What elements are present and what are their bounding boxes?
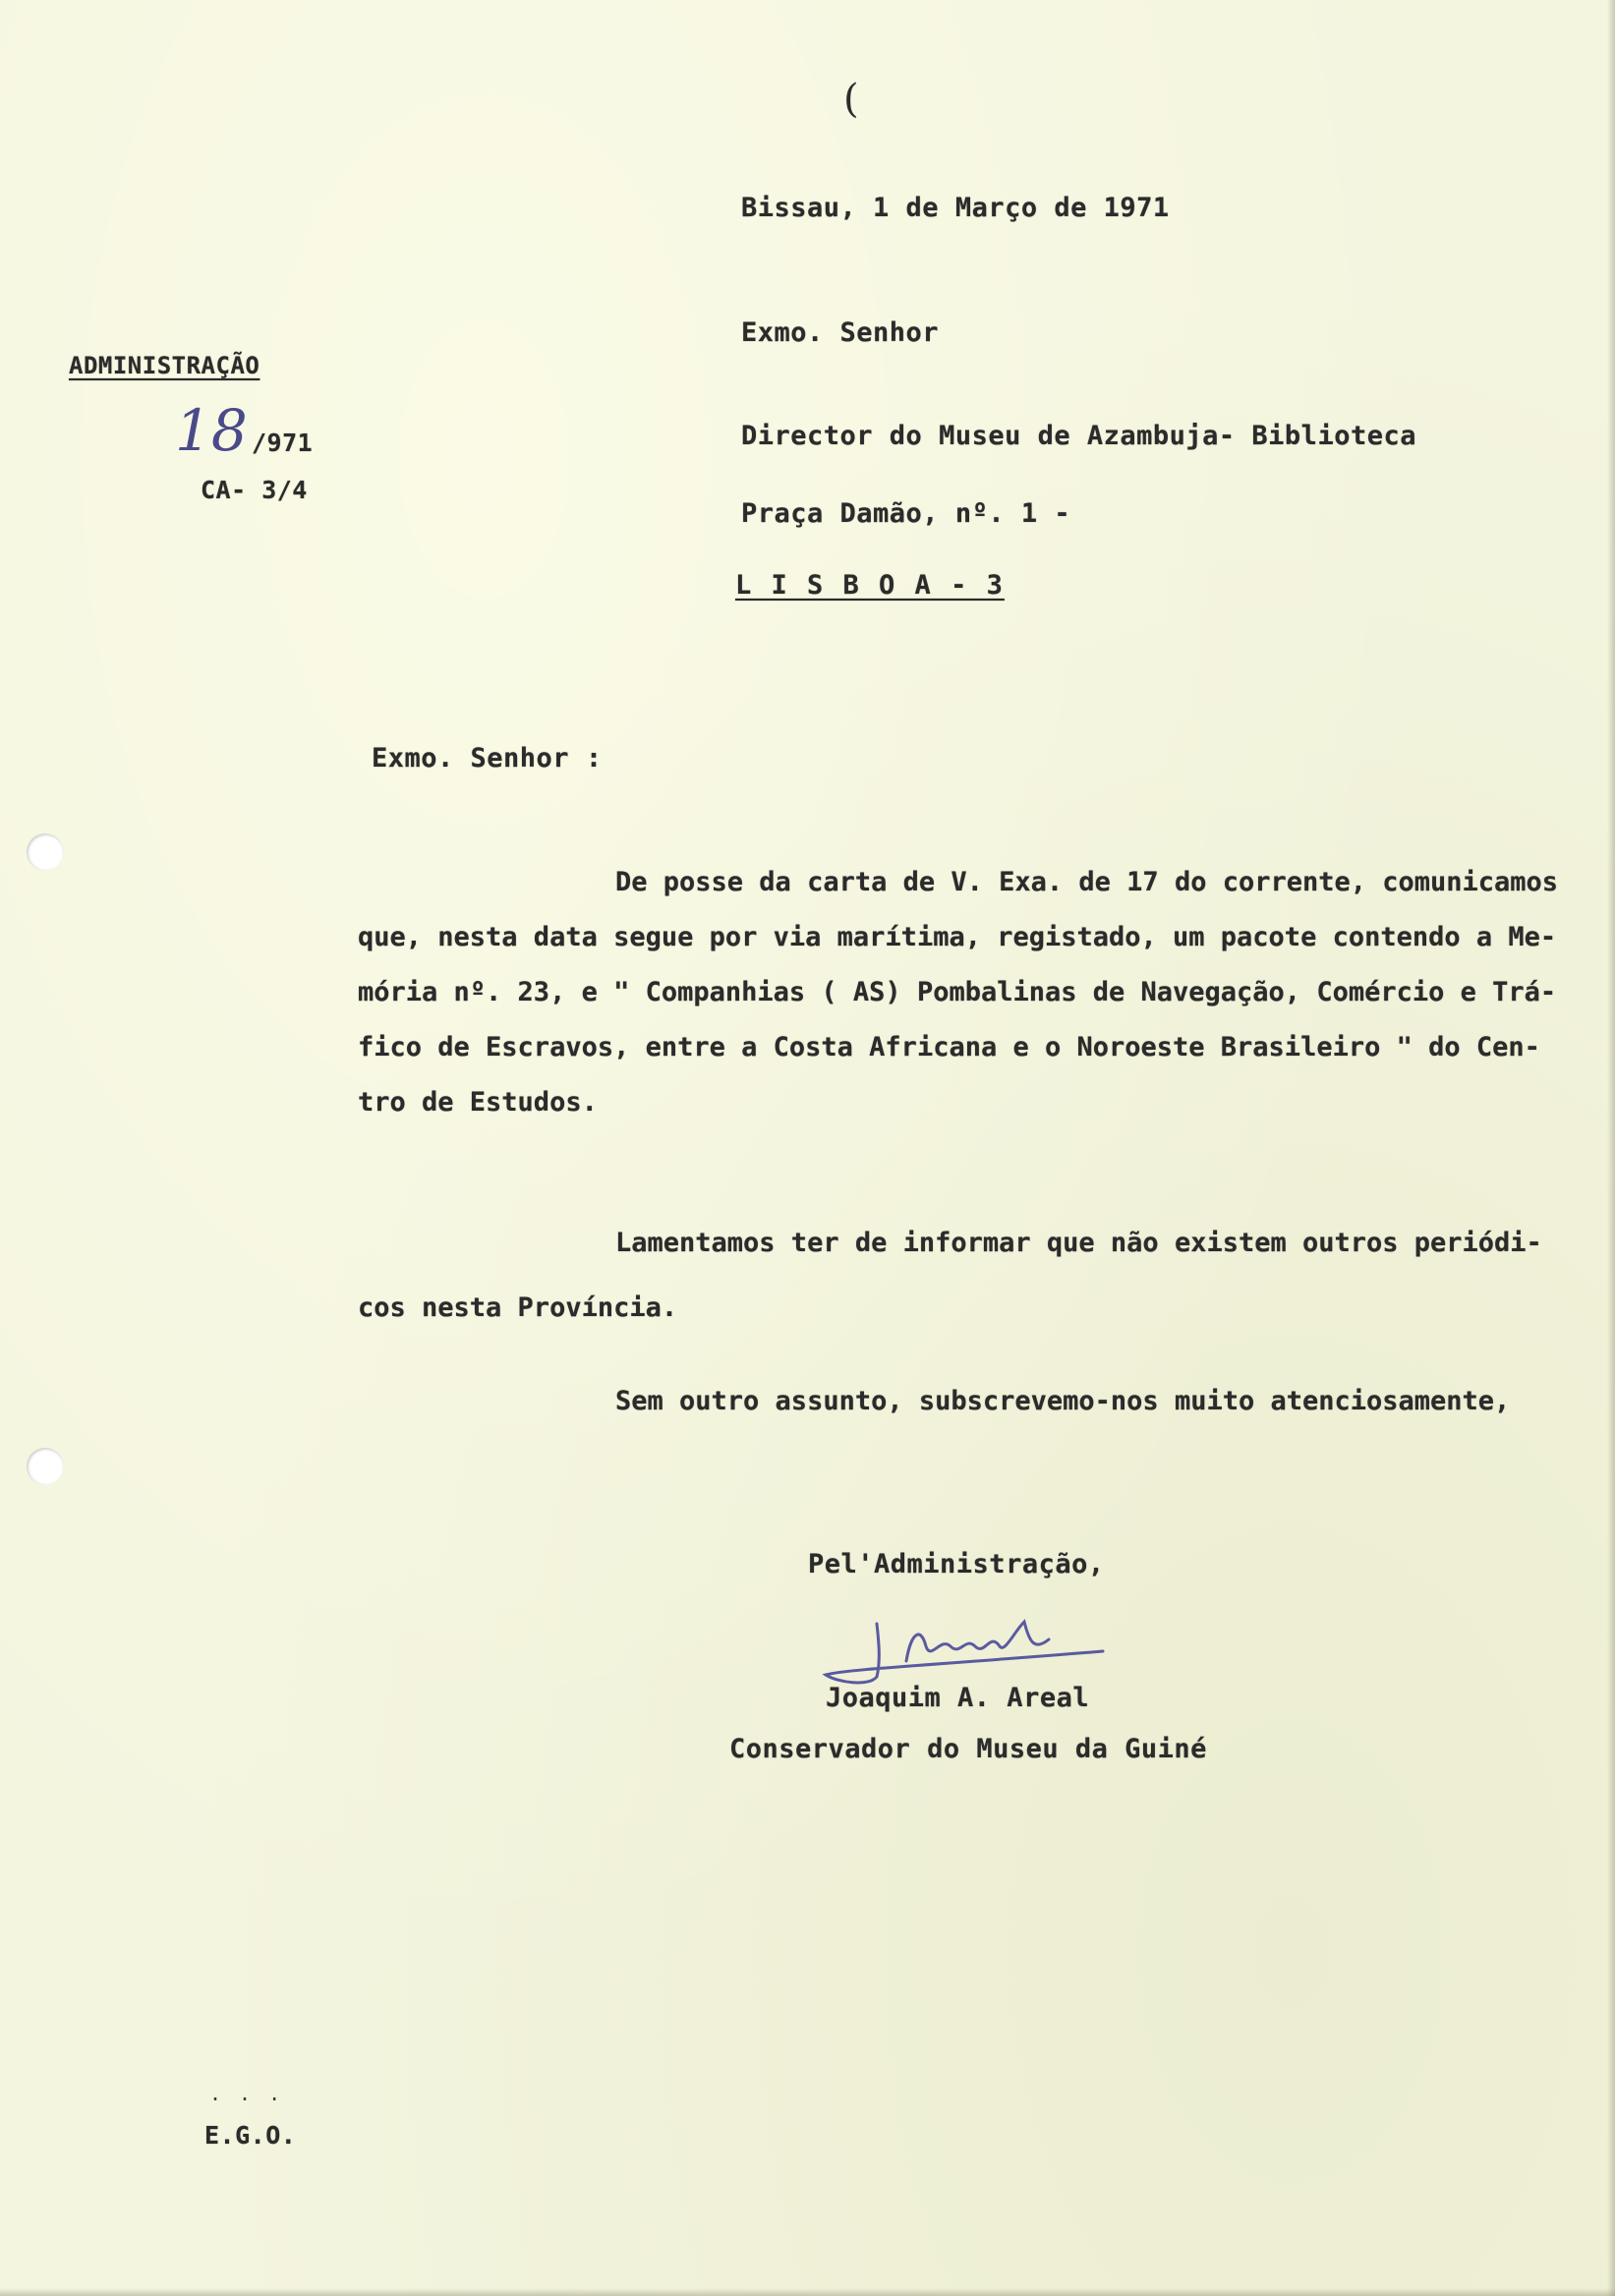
margin-code: CA- 3/4 [201,476,308,504]
signatory-title: Conservador do Museu da Guiné [729,1734,1207,1764]
recipient-address: Praça Damão, nº. 1 - [741,498,1071,529]
footer-dots: ... [209,2082,299,2105]
footer-initials: E.G.O. [204,2121,297,2150]
paragraph-1-line: mória nº. 23, e " Companhias ( AS) Pombalinas de Navegação, Comércio e Trá- [358,977,1557,1007]
paragraph-2-line: cos nesta Província. [358,1292,678,1323]
paragraph-2 [358,1211,1585,1341]
signature-icon [818,1592,1113,1691]
margin-year: /971 [252,429,314,457]
salutation-top: Exmo. Senhor [741,317,940,348]
paragraph-1-line: que, nesta data segue por via marítima, registado, um pacote contendo a Me- [358,922,1557,952]
punch-hole-bottom [27,1448,64,1485]
signatory-name: Joaquim A. Areal [826,1683,1090,1713]
page-edge-bottom [0,2288,1615,2296]
paragraph-1-line: tro de Estudos. [358,1087,598,1118]
punch-hole-top [27,833,64,871]
recipient-city: L I S B O A - 3 [735,570,1005,601]
paragraph-1-line: De posse da carta de V. Exa. de 17 do corrente, comunicamos [615,867,1559,897]
body-salutation: Exmo. Senhor : [372,743,603,774]
paragraph-2-line: Lamentamos ter de informar que não existem outros periódi- [615,1228,1542,1258]
recipient-title: Director do Museu de Azambuja- Biblioteca [741,421,1416,451]
signature-on-behalf: Pel'Administração, [808,1549,1105,1579]
signature-text: J Areal [818,1592,822,1593]
paragraph-1-line: fico de Escravos, entre a Costa Africana e o Noroeste Brasileiro " do Cen- [358,1032,1540,1062]
paragraph-3-line: Sem outro assunto, subscrevemo-nos muito atenciosamente, [615,1386,1511,1416]
page-edge-right [1607,0,1615,2296]
office-stamp: ADMINISTRAÇÃO [69,352,260,379]
handwritten-signature [818,1592,1113,1694]
paragraph-1 [358,855,1585,1130]
handwritten-number: 18 [175,397,248,464]
top-mark: ( [843,77,859,122]
date-line: Bissau, 1 de Março de 1971 [741,193,1170,223]
paragraph-3 [358,1374,1585,1429]
